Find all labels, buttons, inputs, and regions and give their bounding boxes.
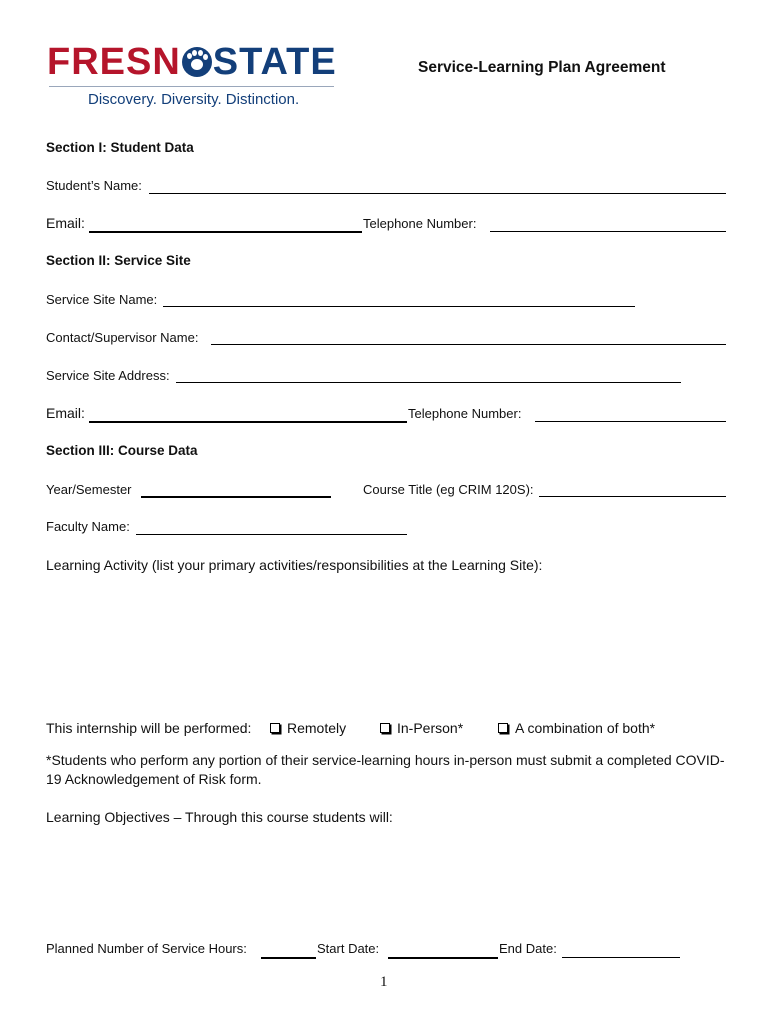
logo-word-fresno: FRESN [47,41,181,83]
year-semester-field[interactable] [141,496,331,498]
learning-objectives-area[interactable] [46,832,726,932]
student-email-label: Email: [46,215,85,231]
student-phone-label: Telephone Number: [363,216,477,231]
checkbox-icon[interactable] [380,723,390,733]
student-name-field[interactable] [149,193,726,194]
site-phone-label: Telephone Number: [408,406,522,421]
site-name-field[interactable] [163,306,635,307]
learning-activity-label: Learning Activity (list your primary activities/responsibilities at the Learning Site): [46,557,543,573]
option-in-person[interactable] [380,720,463,736]
performed-label: This internship will be performed: [46,720,252,736]
covid-note: *Students who perform any portion of their service-learning hours in-person must submit a completed COVID-19 Acknowledgement of Risk form. [46,752,725,787]
site-address-label: Service Site Address: [46,368,170,383]
end-date-label: End Date: [499,941,557,956]
start-date-label: Start Date: [317,941,380,956]
checkbox-icon[interactable] [498,723,508,733]
contact-name-label: Contact/Supervisor Name: [46,330,199,345]
service-hours-field[interactable] [261,957,316,959]
learning-activity-area[interactable] [46,580,726,705]
faculty-name-field[interactable] [136,534,407,535]
course-title-field[interactable] [539,496,726,497]
student-email-field[interactable] [89,231,362,233]
year-semester-label: Year/Semester [46,482,132,497]
course-title-label: Course Title (eg CRIM 120S): [363,482,534,497]
logo-divider [49,86,334,87]
paw-logo-icon [182,47,212,77]
end-date-field[interactable] [562,957,680,958]
option-in-person-label: In-Person* [397,720,464,736]
logo-word-state: STATE [212,41,337,83]
option-combination[interactable] [498,720,655,736]
university-logo [47,42,337,82]
site-email-label: Email: [46,405,85,421]
section-2-heading: Section II: Service Site [46,253,191,268]
section-1-heading: Section I: Student Data [46,140,194,155]
checkbox-icon[interactable] [270,723,280,733]
section-3-heading: Section III: Course Data [46,443,198,458]
contact-name-field[interactable] [211,344,726,345]
option-combination-label: A combination of both* [515,720,656,736]
start-date-field[interactable] [388,957,498,959]
document-title: Service-Learning Plan Agreement [418,59,666,76]
option-remotely-label: Remotely [287,720,347,736]
page-number: 1 [380,974,388,990]
site-name-label: Service Site Name: [46,292,158,307]
site-address-field[interactable] [176,382,681,383]
student-name-label: Student’s Name: [46,178,142,193]
faculty-name-label: Faculty Name: [46,519,130,534]
learning-objectives-label: Learning Objectives – Through this course students will: [46,809,393,825]
student-phone-field[interactable] [490,231,726,232]
option-remotely[interactable] [270,720,346,736]
site-phone-field[interactable] [535,421,726,422]
service-hours-label: Planned Number of Service Hours: [46,941,247,956]
site-email-field[interactable] [89,421,407,423]
logo-tagline: Discovery. Diversity. Distinction. [88,91,300,108]
